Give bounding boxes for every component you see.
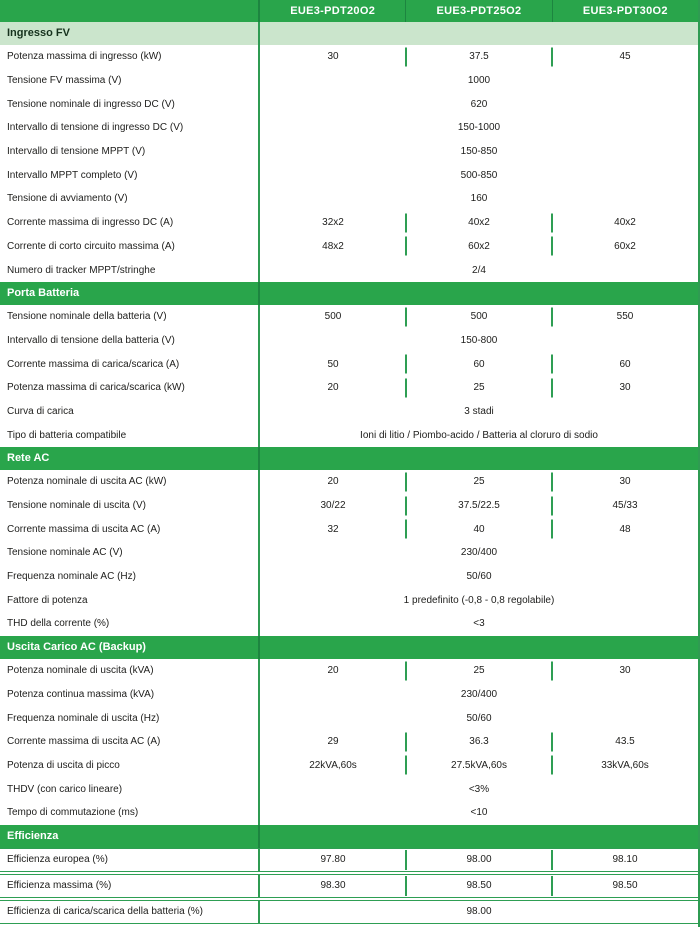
row-value: 25 [473,382,485,394]
row-values [260,211,698,235]
row-value: 30 [619,665,631,677]
row-label: Tensione nominale AC (V) [0,541,260,565]
table-row [0,352,698,376]
row-value-merged: 3 stadi [464,405,494,417]
row-value: 43.5 [615,736,635,748]
row-label: Potenza continua massima (kVA) [0,683,260,707]
row-value: 98.50 [466,880,492,892]
row-values [260,777,698,801]
row-label: Corrente massima di uscita AC (A) [0,517,260,541]
row-value: 97.80 [320,854,346,866]
row-value-merged: 50/60 [466,712,492,724]
row-value-merged: Ioni di litio / Piombo-acido / Batteria al cloruro di sodio [360,429,598,441]
table-row [0,494,698,518]
table-row [0,235,698,259]
section-title: Uscita Carico AC (Backup) [0,636,260,659]
table-row [0,541,698,565]
table-row [0,258,698,282]
section-header-spacer [260,825,698,848]
row-value: 40 [473,523,485,535]
row-values [260,140,698,164]
row-values [260,730,698,754]
table-row [0,517,698,541]
table-row [0,163,698,187]
row-value-merged: 150-850 [460,146,498,158]
table-row [0,140,698,164]
row-value: 45 [619,51,631,63]
row-label: Potenza nominale di uscita (kVA) [0,659,260,683]
section-header-row [0,282,698,305]
row-value: 32 [327,523,339,535]
column-divider [551,876,553,896]
row-label: Curva di carica [0,400,260,424]
model-column-header-1: EUE3-PDT20O2 [290,5,376,17]
row-values [260,706,698,730]
column-divider [405,876,407,896]
row-label: Frequenza nominale AC (Hz) [0,565,260,589]
section-header-row [0,636,698,659]
row-value: 550 [616,311,634,323]
row-values [260,235,698,259]
row-values [260,612,698,636]
row-value: 60x2 [614,240,636,252]
row-values [260,305,698,329]
row-label: Tensione nominale della batteria (V) [0,305,260,329]
table-row [0,754,698,778]
row-value: 20 [327,665,339,677]
section-header-spacer [260,22,698,45]
row-label: Intervallo di tensione della batteria (V) [0,329,260,353]
row-values [260,494,698,518]
row-values [260,258,698,282]
row-value: 45/33 [612,500,638,512]
section-header-row [0,22,698,45]
row-label: Numero di tracker MPPT/stringhe [0,258,260,282]
row-values [260,470,698,494]
table-row [0,874,698,898]
table-row [0,211,698,235]
row-values [260,376,698,400]
table-row [0,69,698,93]
table-row [0,777,698,801]
row-value-merged: 50/60 [466,571,492,583]
row-value: 33kVA,60s [601,759,649,771]
row-value: 98.10 [612,854,638,866]
row-value: 22kVA,60s [309,759,357,771]
section-title: Ingresso FV [0,22,260,45]
row-label: Corrente massima di ingresso DC (A) [0,211,260,235]
row-values [260,423,698,447]
row-values [260,517,698,541]
row-values [260,659,698,683]
column-divider [551,850,553,870]
table-row [0,423,698,447]
row-values [260,92,698,116]
row-values [260,849,698,871]
column-divider [551,756,553,775]
row-value: 500 [470,311,488,323]
row-value-merged: <3% [468,783,490,795]
table-row [0,116,698,140]
column-divider [551,732,553,751]
row-values [260,875,698,897]
column-divider [405,732,407,751]
column-divider [551,496,553,515]
column-divider [551,472,553,491]
row-value: 48x2 [322,240,344,252]
column-divider [405,472,407,491]
table-row [0,848,698,872]
column-divider [551,661,553,680]
row-values [260,187,698,211]
row-value-merged: 1 predefinito (-0,8 - 0,8 regolabile) [403,594,555,606]
row-value: 98.00 [466,854,492,866]
model-column-header-3: EUE3-PDT30O2 [552,0,698,22]
row-values [260,163,698,187]
row-values [260,329,698,353]
table-row [0,588,698,612]
row-value: 27.5kVA,60s [451,759,507,771]
row-value-merged: 230/400 [460,547,498,559]
row-value-merged: 160 [470,193,488,205]
table-row [0,470,698,494]
row-value: 40x2 [614,217,636,229]
row-values [260,69,698,93]
column-divider [405,237,407,256]
table-row [0,187,698,211]
model-column-header-2: EUE3-PDT25O2 [405,0,551,22]
column-divider [405,307,407,326]
row-value-merged: 1000 [467,75,491,87]
table-header-row [0,0,698,22]
row-value-merged: <3 [473,618,485,630]
table-row [0,612,698,636]
row-values [260,565,698,589]
row-value: 48 [619,523,631,535]
section-header-row [0,825,698,848]
row-label: Tempo di commutazione (ms) [0,801,260,825]
column-divider [551,237,553,256]
row-value: 25 [473,476,485,488]
row-label: Tensione di avviamento (V) [0,187,260,211]
row-value: 25 [473,665,485,677]
row-values [260,400,698,424]
row-label: Intervallo di tensione MPPT (V) [0,140,260,164]
table-row [0,376,698,400]
row-values [260,683,698,707]
row-label: THD della corrente (%) [0,612,260,636]
section-title: Porta Batteria [0,282,260,305]
row-value-merged: 230/400 [460,688,498,700]
table-row [0,706,698,730]
row-value: 30 [619,382,631,394]
row-value-merged: 500-850 [460,169,498,181]
row-values [260,801,698,825]
row-value-merged: <10 [470,807,488,819]
header-model-columns [260,0,698,22]
row-label: Efficienza di carica/scarica della batteria (%) [0,901,260,923]
table-row [0,730,698,754]
row-label: Efficienza europea (%) [0,849,260,871]
row-value: 30 [327,51,339,63]
table-row [0,92,698,116]
section-title: Rete AC [0,447,260,470]
row-value: 20 [327,382,339,394]
row-label: Efficienza massima (%) [0,875,260,897]
column-divider [405,213,407,232]
section-header-row [0,447,698,470]
column-divider [405,496,407,515]
column-divider [551,307,553,326]
row-label: Fattore di potenza [0,588,260,612]
row-label: Tensione nominale di uscita (V) [0,494,260,518]
table-row [0,801,698,825]
row-label: Tensione nominale di ingresso DC (V) [0,92,260,116]
column-divider [405,520,407,539]
row-value: 20 [327,476,339,488]
header-empty-cell [0,0,260,22]
row-value: 60 [619,358,631,370]
row-value: 29 [327,736,339,748]
column-divider [405,47,407,66]
row-value-merged: 150-800 [460,334,498,346]
row-values [260,588,698,612]
column-divider [551,355,553,374]
table-row [0,305,698,329]
section-header-spacer [260,447,698,470]
row-values [260,116,698,140]
column-divider [551,520,553,539]
row-label: THDV (con carico lineare) [0,777,260,801]
row-value-merged: 2/4 [472,264,486,276]
row-values [260,45,698,69]
row-value: 30 [619,476,631,488]
section-header-spacer [260,636,698,659]
row-value-merged: 620 [470,98,488,110]
table-row [0,683,698,707]
row-values [260,541,698,565]
column-divider [551,378,553,397]
row-label: Intervallo MPPT completo (V) [0,163,260,187]
row-value: 37.5/22.5 [458,500,500,512]
row-label: Intervallo di tensione di ingresso DC (V) [0,116,260,140]
section-title: Efficienza [0,825,260,848]
column-divider [405,378,407,397]
row-value: 36.3 [469,736,489,748]
row-value: 37.5 [469,51,489,63]
table-row [0,400,698,424]
section-header-spacer [260,282,698,305]
row-value: 40x2 [468,217,490,229]
table-row [0,329,698,353]
column-divider [551,47,553,66]
row-values [260,352,698,376]
table-row [0,565,698,589]
column-divider [405,756,407,775]
row-value: 500 [324,311,342,323]
row-label: Potenza massima di ingresso (kW) [0,45,260,69]
table-row [0,900,698,924]
table-row [0,45,698,69]
row-value-merged: 98.00 [466,906,492,918]
row-values [260,754,698,778]
column-divider [405,850,407,870]
row-label: Potenza di uscita di picco [0,754,260,778]
row-label: Frequenza nominale di uscita (Hz) [0,706,260,730]
column-divider [405,355,407,374]
row-label: Potenza nominale di uscita AC (kW) [0,470,260,494]
row-value: 50 [327,358,339,370]
row-value: 32x2 [322,217,344,229]
row-label: Corrente massima di carica/scarica (A) [0,352,260,376]
row-value-merged: 150-1000 [457,122,501,134]
row-values [260,901,698,923]
row-label: Corrente di corto circuito massima (A) [0,235,260,259]
row-label: Corrente massima di uscita AC (A) [0,730,260,754]
column-divider [405,661,407,680]
table-row [0,659,698,683]
row-label: Tensione FV massima (V) [0,69,260,93]
row-label: Potenza massima di carica/scarica (kW) [0,376,260,400]
row-value: 60x2 [468,240,490,252]
row-label: Tipo di batteria compatibile [0,423,260,447]
row-value: 60 [473,358,485,370]
row-value: 98.30 [320,880,346,892]
row-value: 30/22 [320,500,346,512]
column-divider [551,213,553,232]
row-value: 98.50 [612,880,638,892]
